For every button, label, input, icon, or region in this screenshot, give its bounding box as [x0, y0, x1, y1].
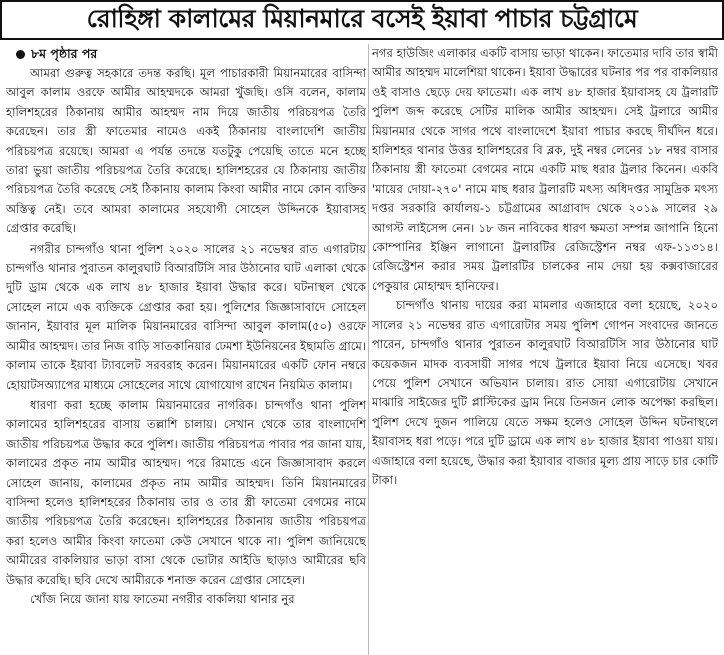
left-column	[6, 44, 366, 655]
right-paragraph-1: নগর হাউজিং এলাকার একটি বাসায় ভাড়া থাকেন। ফাতেমার দাবি তার স্বামী আমীর আহম্মদ মালেশিয়া থাকেন। ইয়াবা উদ্ধারের ঘটনার পর পর বাকলিয়ার ওই বাসাও ছেড়ে দেয় ফাতেমা। এক লাখ ৪৮ হাজার ইয়াবাসহ যে ট্রলারটি পুলিশ জব্দ করেছে সেটির মালিক আমীর আহম্মদ। সেই ট্রলারে আমীর মিয়ানমার থেকে সাগর পথে বাংলাদেশে ইয়াবা পাচার করছে দীর্ঘদিন ধরে। হালিশহর থানার উত্তর হালিশহরের বি ব্লক, দুই নম্বর লেনের ১৮ নম্বর বাসার ঠিকানায় স্ত্রী ফাতেমা বেগমের নামে একটি মাছ ধরার ট্রলার কিনেন। একবি 'মায়ের দোয়া-২৭০' নামে মাছ ধরার ট্রলারটি মৎস্য অধিদপ্তর সামুদ্রিক মৎস্য দপ্তর সরকারি কার্যালয়-১ চট্টগ্রামের আগ্রাবাদ থেকে ২০১৯ সালের ২৯ আগস্ট লাইসেন্স নেন। ১৮ জন নাবিকের ধারণ ক্ষমতা সম্পন্ন জাপানি হিনো কোম্পানির ইঞ্জিন লাগানো ট্রলারটির রেজিস্ট্রেশন নম্বর এফ-১১৩১৪। রেজিস্ট্রেশন করার সময় ট্রলারটির চালকের নাম দেয়া হয় কক্সবাজারের পেকুয়ার মোহাম্মদ হানিফের।	[372, 46, 718, 293]
left-paragraph-4: খোঁজ নিয়ে জানা যায় ফাতেমা নগরীর বাকলিয়া থানার নুর	[30, 591, 295, 606]
left-paragraph-1: আমরা গুরুত্ব সহকারে তদন্ত করছি। মূল পাচারকারী মিয়ানমারের বাসিন্দা আবুল কালাম ওরফে আমীর আহম্মদকে আমরা খুঁজছি। ওসি বলেন, কালাম হালিশহরের ঠিকানায় আমীর আহম্মদ নাম দিয়ে জাতীয় পরিচয়পত্র তৈরি করেছেন। তার স্ত্রী ফাতেমার নামেও একই ঠিকানায় বাংলাদেশি জাতীয় পরিচয়পত্র রয়েছে। আমরা এ পর্যন্ত তদন্তে যতটুকু পেয়েছি তাতে মনে হচ্ছে তারা ভুয়া জাতীয় পরিচয়পত্র তৈরি করেছে। হালিশহরের যে ঠিকানায় জাতীয় পরিচয়পত্র তৈরি করেছে সেই ঠিকানায় কালাম কিংবা আমীর নামে কোন ব্যক্তির অস্তিত্ব নেই। তবে আমরা কালামের সহযোগী সোহেল উদ্দিনকে ইয়াবাসহ গ্রেপ্তার করেছি।	[6, 66, 366, 236]
bullet-icon	[16, 50, 25, 59]
right-paragraph-2: চান্দগাঁও থানায় দায়ের করা মামলার এজাহারে বলা হয়েছে, ২০২০ সালের ২১ নভেম্বর রাত এগারোটার সময় পুলিশ গোপন সংবাদের জানতে পারেন, চান্দগাঁও থানার পুরাতন কালুরঘাট বিআরটিসি সার উঠানোর ঘাট কয়েকজন মাদক ব্যবসায়ী সাগর পথে ট্রলারে ইয়াবা নিয়ে এসেছে। খবর পেয়ে পুলিশ সেখানে অভিযান চালায়। রাত সোয়া এগারোটায় সেখানে মাঝারি সাইজের দুটি প্লাস্টিকের ড্রাম নিয়ে তিনজন লোক অপেক্ষা করছিল। পুলিশ দেখে দুজন পালিয়ে যেতে সক্ষম হলেও সোহেল উদ্দিন ঘটনাস্থলে ইয়াবাসহ ধরা পড়ে। পরে দুটি ড্রামে এক লাখ ৪৮ হাজার ইয়াবা পাওয়া যায়। এজাহারে বলা হয়েছে, উদ্ধার করা ইয়াবার বাজার মূল্য প্রায় সাড়ে চার কোটি টাকা।	[372, 298, 718, 487]
left-paragraph-3: ধারণা করা হচ্ছে কালাম মিয়ানমারের নাগরিক। চান্দগাঁও থানা পুলিশ কালামের হালিশহরের বাসায় তল্লাশি চালায়। সেখান থেকে তার বাংলাদেশি জাতীয় পরিচয়পত্র উদ্ধার করে পুলিশ। জাতীয় পরিচয়পত্র পাবার পর জানা যায়, কালামের প্রকৃত নাম আমীর আহম্মদ। পরে রিমান্ডে এনে জিজ্ঞাসাবাদ করলে সোহেল জানায়, কালামের প্রকৃত নাম আমীর আহম্মদ। তিনি মিয়ানমারের বাসিন্দা হলেও হালিশহরের ঠিকানায় তার ও তার স্ত্রী ফাতেমা বেগমের নামে জাতীয় পরিচয়পত্র তৈরি করেছেন। হালিশহরের ঠিকানায় জাতীয় পরিচয়পত্র করা হলেও আমীর কিংবা ফাতেমা কেউ সেখানে থাকে না। পুলিশ জানিয়েছে আমীরের বাকলিয়ার ভাড়া বাসা থেকে ভোটার আইডি ছাড়াও আমীরের ছবি উদ্ধার করেছি। ছবি দেখে আমীরকে শনাক্ত করেন গ্রেপ্তার সোহেল।	[6, 397, 366, 587]
right-column	[372, 44, 718, 655]
headline: রোহিঙ্গা কালামের মিয়ানমারে বসেই ইয়াবা পাচার চট্টগ্রামে	[0, 0, 724, 40]
column-divider	[368, 44, 369, 655]
left-paragraph-2: নগরীর চান্দগাঁও থানা পুলিশ ২০২০ সালের ২১ নভেম্বর রাত এগারটায় চান্দগাঁও থানার পুরাতন কালুরঘাট বিআরটিসি সার উঠানোর ঘাট এলাকা থেকে দুটি ড্রাম থেকে এক লাখ ৪৮ হাজার ইয়াবা উদ্ধার করে। ঘটনাস্থল থেকে সোহেল নামে এক ব্যক্তিকে গ্রেপ্তার করা হয়। পুলিশের জিজ্ঞাসাবাদে সোহেল জানান, ইয়াবার মূল মালিক মিয়ানমারের বাসিন্দা আবুল কালাম(৫০) ওরফে আমীর আহম্মদ। তার নিজ বাড়ি সাতকানিয়ার ঢেমশা ইউনিয়নের ইছামতি গ্রামে। কালাম তাকে ইয়াবা ট্যাবলেট সরবরাহ করেন। মিয়ানমারের একটি ফোন নম্বরে হোয়াটসঅ্যাপের মাধ্যমে সোহেলের সাথে যোগাযোগ রাখেন নিয়মিত কালাম।	[6, 241, 366, 392]
jump-label: ৮ম পৃষ্ঠার পর	[31, 46, 98, 61]
jump-line	[16, 44, 366, 64]
